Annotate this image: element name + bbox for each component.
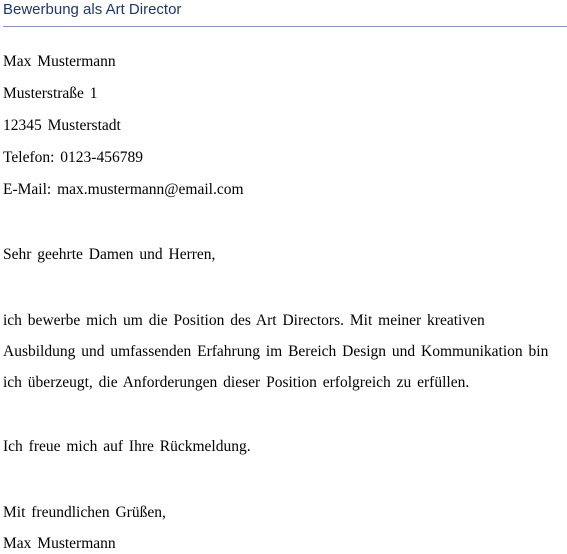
sender-name: Max Mustermann xyxy=(3,53,116,70)
sender-phone: Telefon: 0123-456789 xyxy=(3,149,143,166)
title-divider xyxy=(3,26,567,27)
salutation: Sehr geehrte Damen und Herren, xyxy=(3,246,216,263)
closing: Mit freundlichen Grüßen, xyxy=(3,504,166,521)
body-line: ich bewerbe mich um die Position des Art Directors. Mit meiner kreativen xyxy=(3,312,485,329)
sender-email: E-Mail: max.mustermann@email.com xyxy=(3,181,244,198)
closing-sentence: Ich freue mich auf Ihre Rückmeldung. xyxy=(3,438,251,455)
sender-street: Musterstraße 1 xyxy=(3,85,98,102)
signature: Max Mustermann xyxy=(3,535,116,552)
sender-city: 12345 Musterstadt xyxy=(3,117,121,134)
body-line: ich überzeugt, die Anforderungen dieser Position erfolgreich zu erfüllen. xyxy=(3,374,470,391)
document-title: Bewerbung als Art Director xyxy=(3,1,182,18)
body-line: Ausbildung und umfassenden Erfahrung im Bereich Design und Kommunikation bin xyxy=(3,343,549,360)
